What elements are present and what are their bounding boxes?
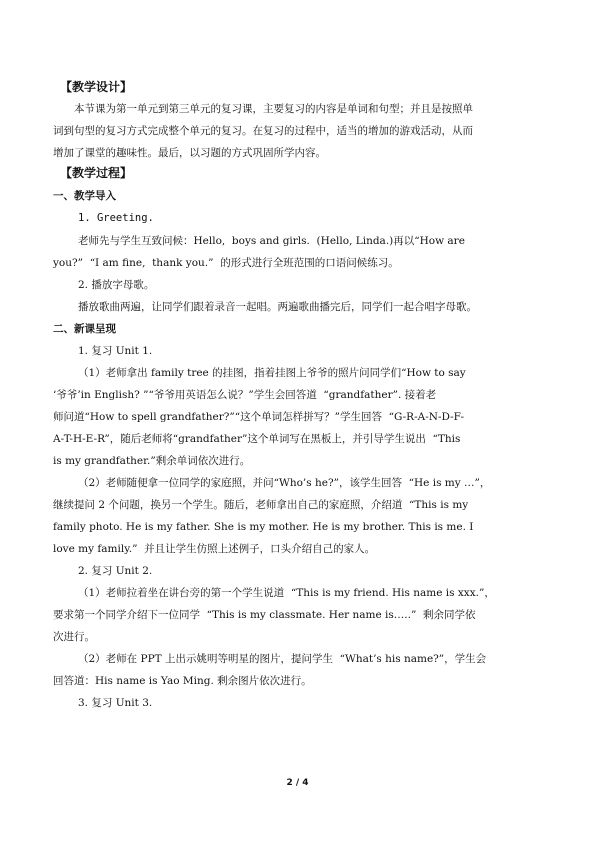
list-item: 3. 复习 Unit 3. — [78, 697, 153, 709]
paragraph-line: 播放歌曲两遍，让同学们跟着录音一起唱。两遍歌曲播完后，同学们一起合唱字母歌。 — [78, 301, 477, 313]
list-item: 2. 播放字母歌。 — [78, 279, 155, 291]
paragraph-line: 老师先与学生互致问候：Hello, boys and girls. (Hello, Linda.)再以“How are — [78, 235, 465, 247]
paragraph-line: （1）老师拉着坐在讲台旁的第一个学生说道 “This is my friend. His name is xxx.”， — [78, 587, 495, 599]
paragraph-line: you?” “I am fine, thank you.” 的形式进行全班范围的口语问候练习。 — [53, 257, 399, 269]
paragraph-line: 师问道“How to spell grandfather?”“这个单词怎样拼写？”学生回答 “G-R-A-N-D-F- — [53, 411, 465, 423]
paragraph-line: 继续提问 2 个问题，换另一个学生。随后，老师拿出自己的家庭照，介绍道 “This is my — [53, 499, 469, 511]
paragraph-line: is my grandfather.”剩余单词依次进行。 — [53, 455, 251, 467]
paragraph-line: （2）老师随便拿一位同学的家庭照，并问“Who’s he?”，该学生回答 “He is my …”， — [78, 477, 491, 489]
page-number: 2 / 4 — [286, 778, 309, 788]
paragraph-line: family photo. He is my father. She is my mother. He is my brother. This is me. I — [53, 521, 474, 533]
list-item: 2. 复习 Unit 2. — [78, 565, 153, 577]
paragraph-line: A-T-H-E-R”，随后老师将“grandfather”这个单词写在黑板上，并引导学生说出 “This — [53, 433, 461, 445]
design-paragraph-line: 本节课为第一单元到第三单元的复习课，主要复习的内容是单词和句型；并且是按照单 — [74, 103, 473, 115]
paragraph-line: 次进行。 — [53, 631, 95, 643]
paragraph-line: ‘爷爷’in English? ”“爷爷用英语怎么说？”学生会回答道 “grandfather”. 接着老 — [53, 389, 437, 401]
design-heading: 【教学设计】 — [60, 80, 133, 94]
section-heading: 一、教学导入 — [53, 190, 116, 202]
paragraph-line: love my family.” 并且让学生仿照上述例子，口头介绍自己的家人。 — [53, 543, 376, 555]
design-paragraph-line: 增加了课堂的趣味性。最后，以习题的方式巩固所学内容。 — [53, 147, 326, 159]
list-item: 1. 复习 Unit 1. — [78, 345, 153, 357]
paragraph-line: 要求第一个同学介绍下一位同学 “This is my classmate. Her name is…..” 剩余同学依 — [53, 609, 476, 621]
paragraph-line: （2）老师在 PPT 上出示姚明等明星的图片，提问学生 “What’s his name?”，学生会 — [78, 653, 487, 665]
design-paragraph-line: 词到句型的复习方式完成整个单元的复习。在复习的过程中，适当的增加的游戏活动，从而 — [53, 125, 473, 137]
list-item: 1. Greeting. — [78, 212, 154, 224]
paragraph-line: （1）老师拿出 family tree 的挂图，指着挂图上爷爷的照片问同学们“How to say — [78, 367, 466, 379]
section-heading: 二、新课呈现 — [53, 323, 116, 335]
process-heading: 【教学过程】 — [60, 166, 133, 180]
paragraph-line: 回答道：His name is Yao Ming. 剩余图片依次进行。 — [53, 675, 312, 687]
